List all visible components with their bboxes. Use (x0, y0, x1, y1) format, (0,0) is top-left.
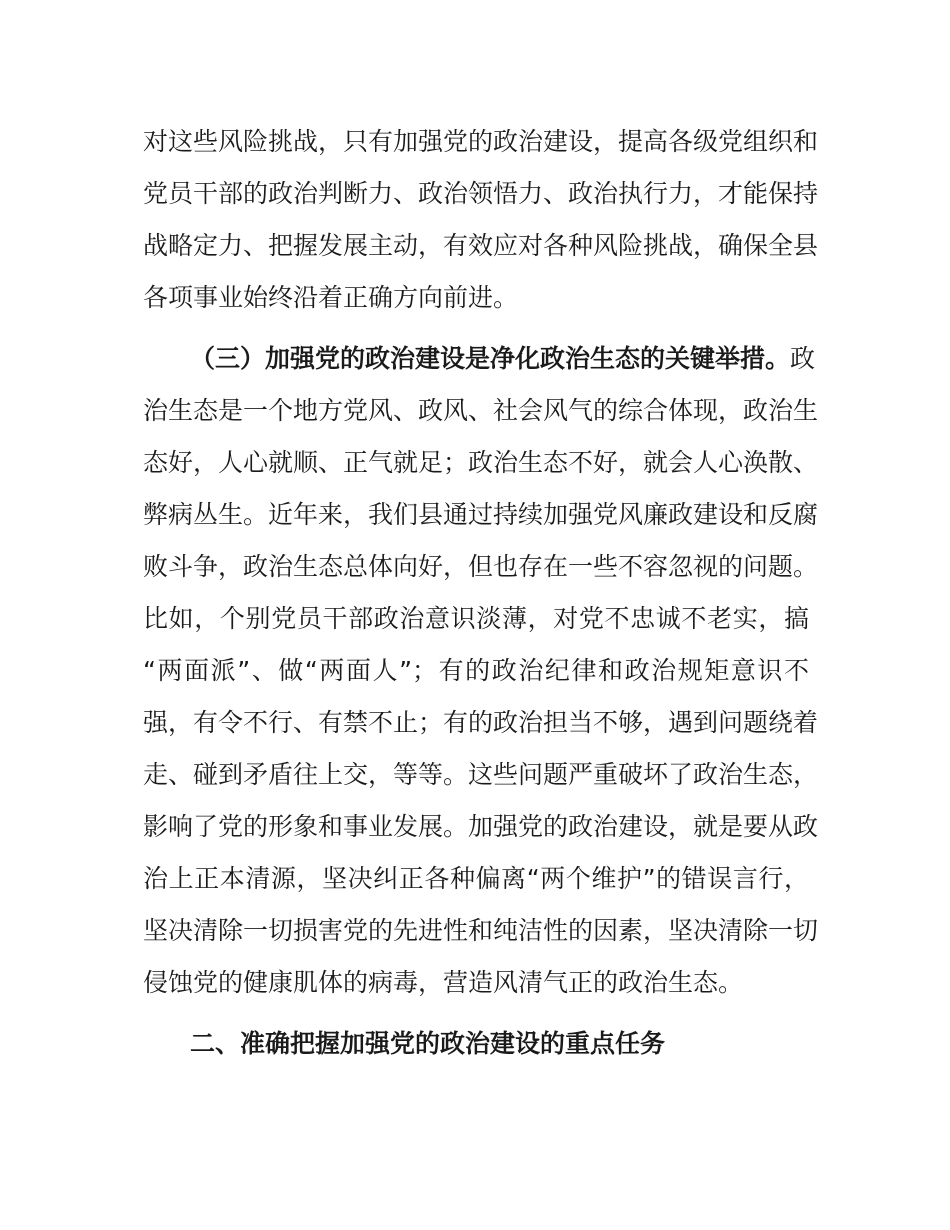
paragraph-line: 对这些风险挑战，只有加强党的政治建设，提高各级党组织和 (143, 127, 819, 156)
paragraph-line: 走、碰到矛盾往上交，等等。这些问题严重破坏了政治生态， (143, 760, 819, 789)
paragraph-line: 侵蚀党的健康肌体的病毒，营造风清气正的政治生态。 (143, 968, 744, 997)
subheading-continuation: 政 (790, 344, 816, 373)
paragraph-line: 治生态是一个地方党风、政风、社会风气的综合体现，政治生 (143, 396, 819, 425)
paragraph-line: 党员干部的政治判断力、政治领悟力、政治执行力，才能保持 (143, 179, 819, 208)
section-heading: 二、准确把握加强党的政治建设的重点任务 (190, 1029, 666, 1058)
paragraph-line: 比如，个别党员干部政治意识淡薄，对党不忠诚不老实，搞 (143, 604, 809, 633)
paragraph-line: 治上正本清源，坚决纠正各种偏离“两个维护”的错误言行， (143, 864, 809, 893)
paragraph-first-line (190, 344, 816, 374)
paragraph-line: “两面派”、做“两面人”；有的政治纪律和政治规矩意识不 (143, 656, 809, 685)
paragraph-line: 强，有令不行、有禁不止；有的政治担当不够，遇到问题绕着 (143, 708, 819, 737)
paragraph-line: 败斗争，政治生态总体向好，但也存在一些不容忽视的问题。 (143, 552, 819, 581)
paragraph-line: 弊病丛生。近年来，我们县通过持续加强党风廉政建设和反腐 (143, 500, 819, 529)
paragraph-line: 坚决清除一切损害党的先进性和纯洁性的因素，坚决清除一切 (143, 916, 819, 945)
paragraph-line: 战略定力、把握发展主动，有效应对各种风险挑战，确保全县 (143, 231, 819, 260)
paragraph-line: 态好，人心就顺、正气就足；政治生态不好，就会人心涣散、 (143, 448, 819, 477)
subheading: （三）加强党的政治建设是净化政治生态的关键举措。 (190, 344, 791, 373)
paragraph-line: 影响了党的形象和事业发展。加强党的政治建设，就是要从政 (143, 812, 819, 841)
paragraph-line: 各项事业始终沿着正确方向前进。 (143, 283, 519, 312)
